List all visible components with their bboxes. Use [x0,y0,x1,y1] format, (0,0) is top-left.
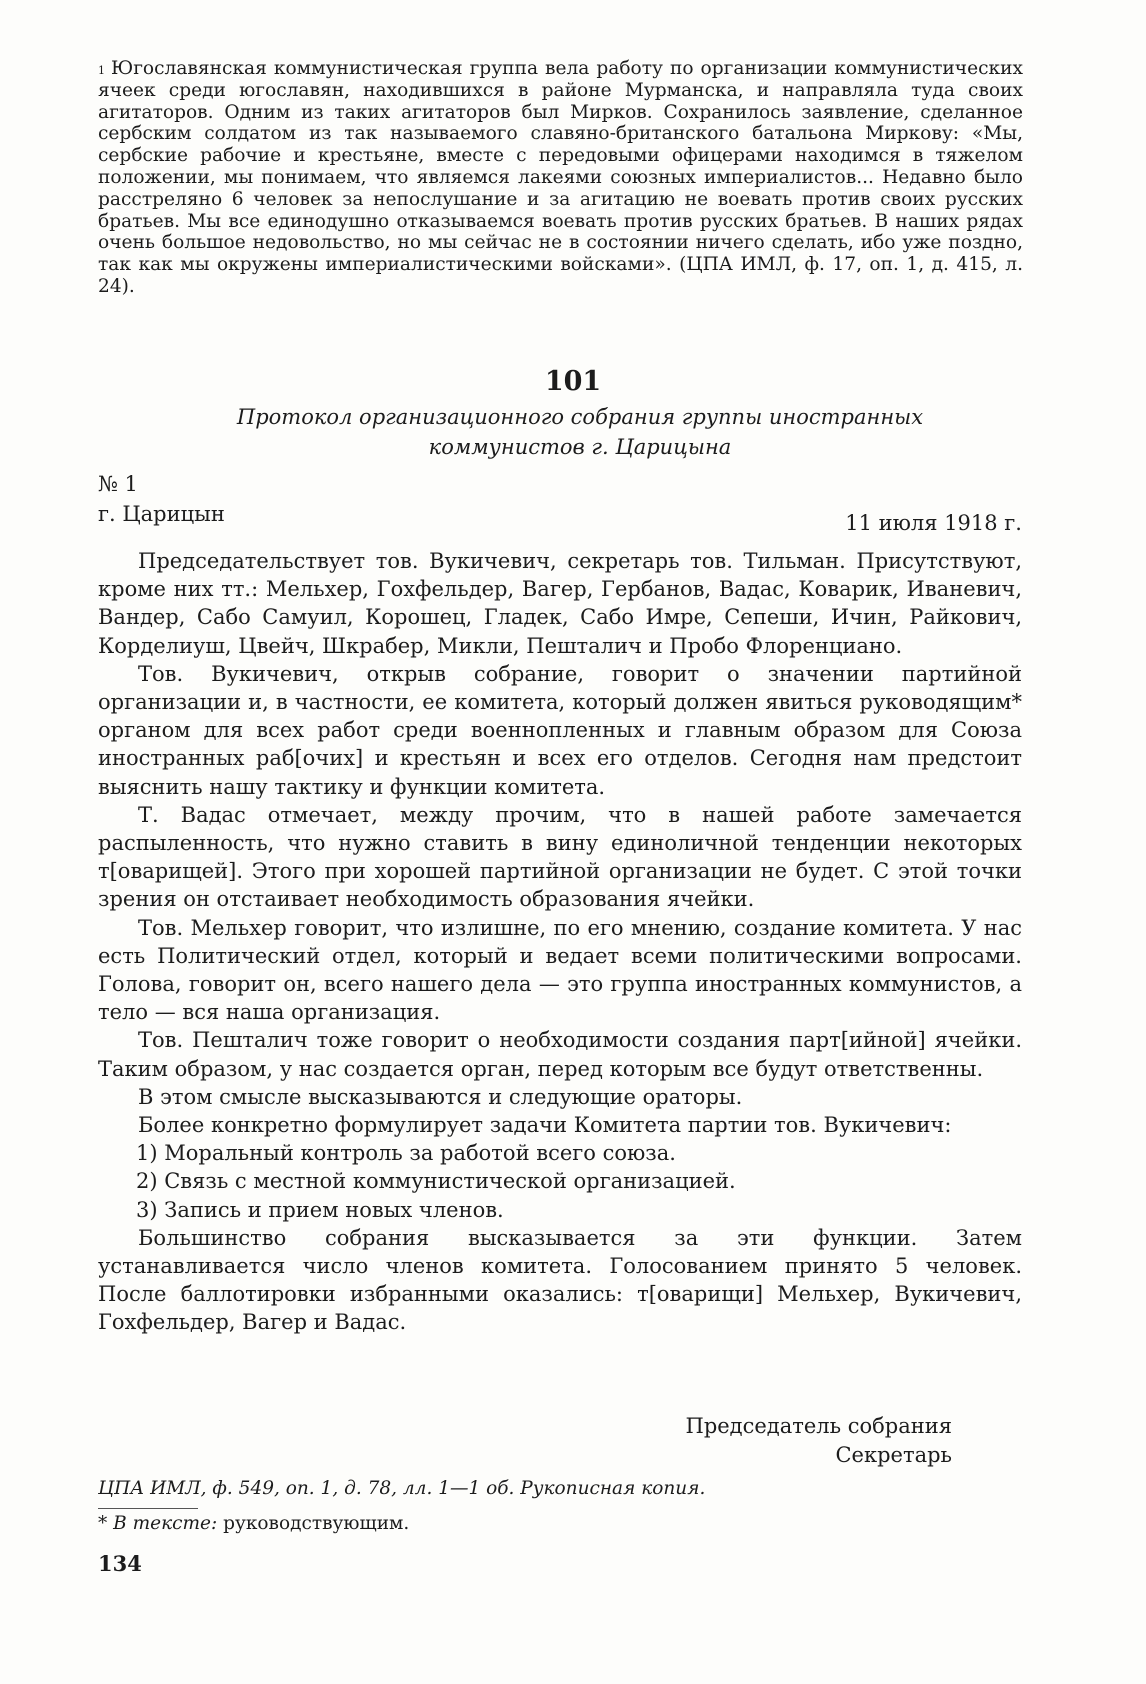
protocol-number: № 1 [98,472,138,496]
footnote-divider [98,1508,198,1509]
footnote-top [98,58,1023,298]
paragraph: Т. Вадас отмечает, между прочим, что в нашей работе замечается распыленность, что нужно ставить в вину единоличной тенденции некоторых т[оварищей]. Этого при хорошей партийной организации не будет. С этой точки зрения он отстаивает необходимость образования ячейки. [98,802,1022,912]
document-title: Протокол организационного собрания группы иностранных коммунистов г. Царицына [236,405,924,459]
footnote-bottom-lead: * В тексте: [98,1513,218,1534]
paragraph: Тов. Мельхер говорит, что излишне, по его мнению, создание комитета. У нас есть Политический отдел, который и ведает всеми политическими вопросами. Голова, говорит он, всего нашего дела — это группа иностранных коммунистов, а тело — вся наша организация. [98,915,1022,1025]
list-item: 3) Запись и прием новых членов. [136,1197,504,1222]
secretary-signature: Секретарь [835,1443,952,1467]
paragraph: Большинство собрания высказывается за эти функции. Затем устанавливается число членов комитета. Голосованием принято 5 человек. После баллотировки избранными оказались: т[оварищи] Мельхер, Вукичевич, Гохфельдер, Вагер и Вадас. [98,1225,1022,1335]
archive-source: ЦПА ИМЛ, ф. 549, оп. 1, д. 78, лл. 1—1 об. Рукописная копия. [98,1478,706,1499]
paragraph: Председательствует тов. Вукичевич, секретарь тов. Тильман. Присутствуют, кроме них тт.: Мельхер, Гохфельдер, Вагер, Гербанов, Вадас, Коварик, Иваневич, Вандер, Сабо Самуил, Корошец, Гладек, Сабо Имре, Сепеши, Ичин, Райкович, Корделиуш, Цвейч, Шкрабер, Микли, Пешталич и Пробо Флоренциано. [98,549,1022,658]
footnote-bottom [98,1513,409,1534]
footnote-top-paragraph [98,58,1023,298]
protocol-body [98,547,1022,1337]
list-item: 2) Связь с местной коммунистической организацией. [136,1169,736,1194]
date: 11 июля 1918 г. [845,511,1022,535]
document-number: 101 [544,366,602,397]
paragraph: Тов. Пешталич тоже говорит о необходимости создания парт[ийной] ячейки. Таким образом, у нас создается орган, перед которым все будут ответственны. [98,1028,1022,1081]
paragraph: Более конкретно формулирует задачи Комитета партии тов. Вукичевич: [138,1113,952,1138]
paragraph: Тов. Вукичевич, открыв собрание, говорит о значении партийной организации и, в частности, ее комитета, который должен явиться руководящим* органом для всех работ среди военнопленных и главным образом для Союза иностранных раб[очих] и крестьян и всех его отделов. Сегодня нам предстоит выяснить нашу тактику и функции комитета. [98,661,1022,799]
page-number: 134 [98,1551,142,1576]
footnote-top-text: Югославянская коммунистическая группа вела работу по организации коммунистических ячеек среди югославян, находившихся в районе Мурманска, и направляла туда своих агитаторов. Одним из таких агитаторов был Мирков. Сохранилось заявление, сделанное сербским солдатом из так называемого славяно-британского батальона Миркову: «Мы, сербские рабочие и крестьяне, вместе с передовыми офицерами находимся в тяжелом положении, мы понимаем, что являемся лакеями союзных империалистов... Недавно было расстреляно 6 человек за непослушание и за агитацию не воевать против своих русских братьев. Мы все единодушно отказываемся воевать против русских братьев. В наших рядах очень большое недовольство, но мы сейчас не в состоянии ничего сделать, ибо уже поздно, так как мы окружены империалистическими войсками». (ЦПА ИМЛ, ф. 17, оп. 1, д. 415, л. 24). [98,58,1023,297]
list-item: 1) Моральный контроль за работой всего союза. [136,1141,676,1166]
chair-signature: Председатель собрания [685,1414,952,1438]
footnote-bottom-text: руководствующим. [223,1513,410,1534]
place: г. Царицын [98,502,225,526]
footnote-marker: 1 [98,64,105,77]
paragraph: В этом смысле высказываются и следующие ораторы. [138,1084,743,1109]
